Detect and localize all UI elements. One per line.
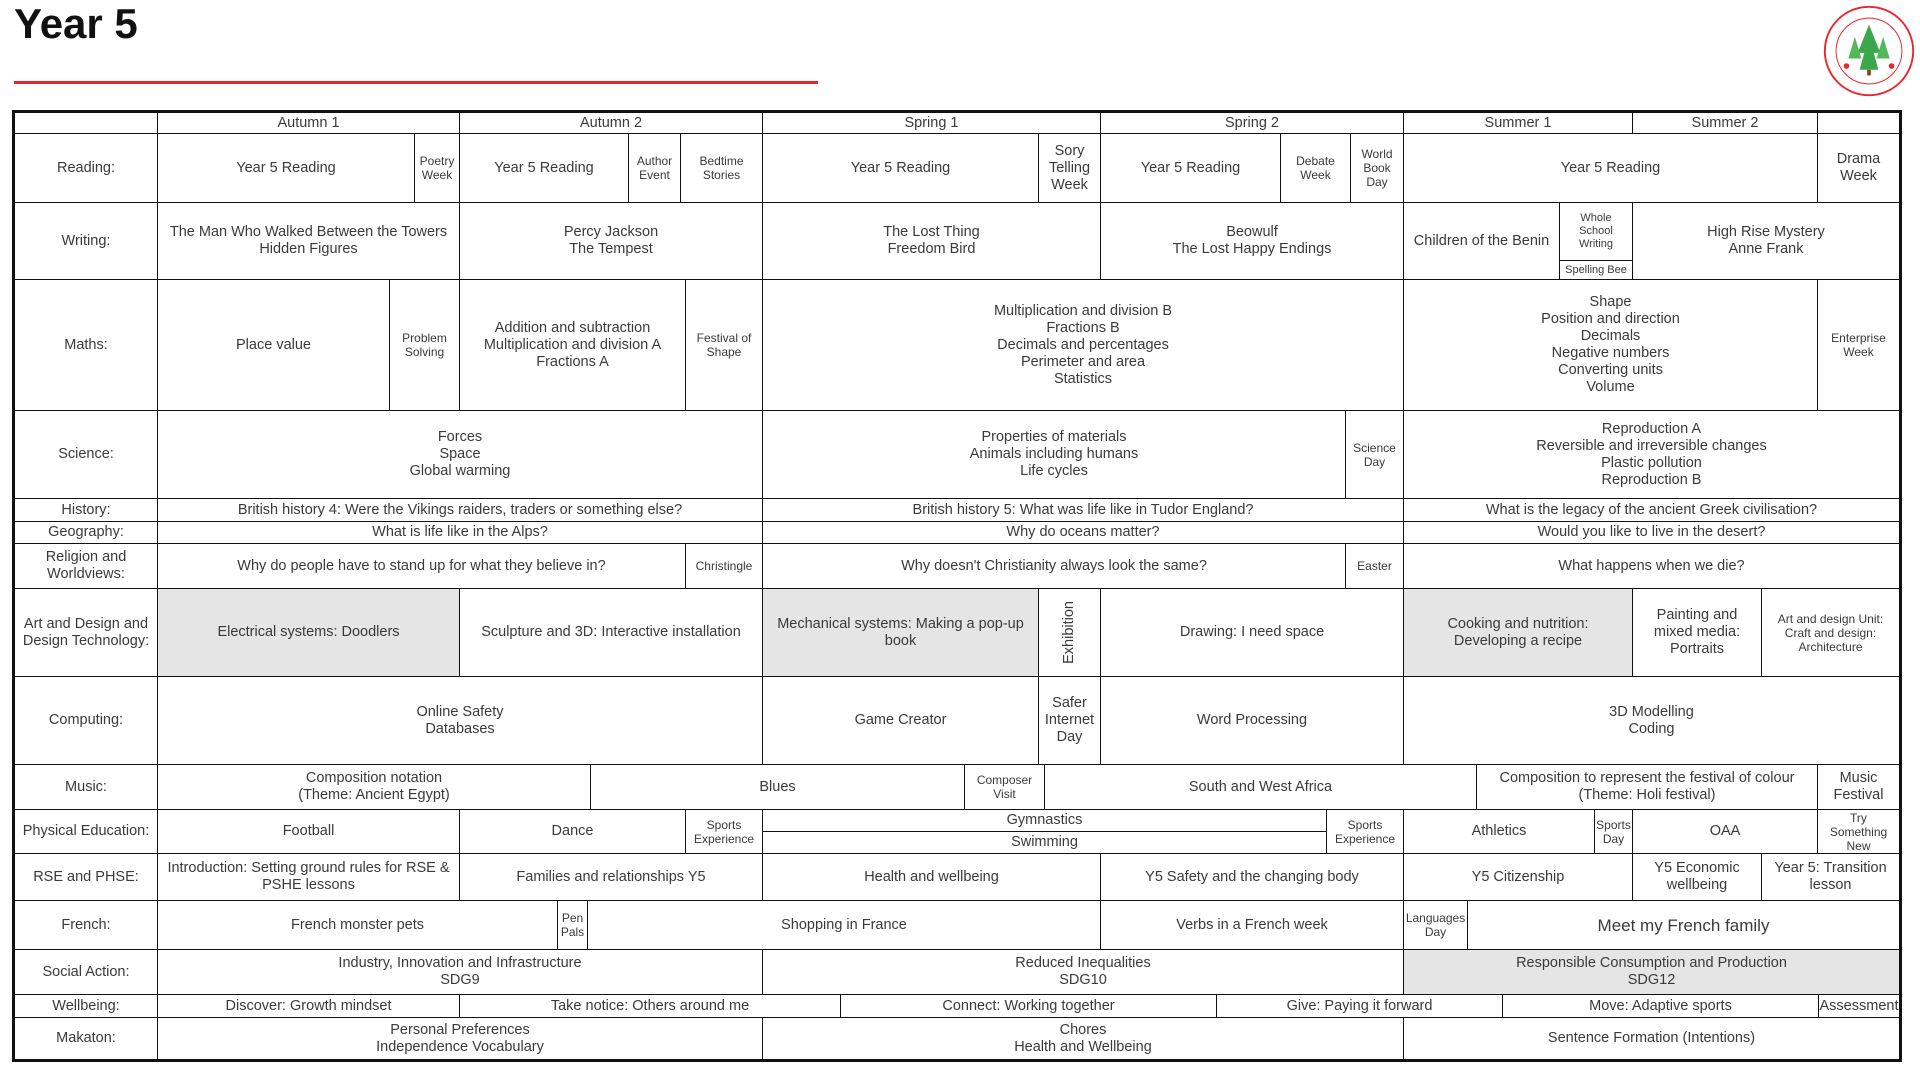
makaton-spring: Chores Health and Wellbeing bbox=[763, 1018, 1404, 1059]
header-corner bbox=[15, 113, 158, 134]
music-blues: Blues bbox=[591, 765, 965, 810]
rse-citizenship: Y5 Citizenship bbox=[1404, 854, 1633, 901]
social-autumn: Industry, Innovation and Infrastructure SDG9 bbox=[158, 950, 763, 995]
wellbeing-assessment: Assessment bbox=[1819, 995, 1899, 1018]
row-label-maths: Maths: bbox=[15, 280, 158, 411]
music-south-west-africa: South and West Africa bbox=[1045, 765, 1477, 810]
reading-autumn-2: Year 5 Reading bbox=[460, 134, 629, 203]
reading-autumn-1: Year 5 Reading bbox=[158, 134, 415, 203]
row-label-wellbeing: Wellbeing: bbox=[15, 995, 158, 1018]
reading-bedtime-stories: Bedtime Stories bbox=[681, 134, 763, 203]
re-christingle: Christingle bbox=[686, 544, 763, 589]
row-label-science: Science: bbox=[15, 411, 158, 499]
social-summer: Responsible Consumption and Production SDG12 bbox=[1404, 950, 1899, 995]
geography-autumn: What is life like in the Alps? bbox=[158, 522, 763, 544]
page-title: Year 5 bbox=[14, 0, 138, 47]
writing-spelling-bee: Spelling Bee bbox=[1560, 261, 1633, 280]
art-architecture: Art and design Unit: Craft and design: Architecture bbox=[1762, 589, 1899, 677]
reading-spring-2: Year 5 Reading bbox=[1101, 134, 1281, 203]
header-autumn-2: Autumn 2 bbox=[460, 113, 763, 134]
pe-swimming: Swimming bbox=[763, 832, 1327, 854]
science-day: Science Day bbox=[1346, 411, 1404, 499]
makaton-autumn: Personal Preferences Independence Vocabulary bbox=[158, 1018, 763, 1059]
computing-safer-internet-day: Safer Internet Day bbox=[1039, 677, 1101, 765]
art-spring-2: Drawing: I need space bbox=[1101, 589, 1404, 677]
pe-oaa: OAA bbox=[1633, 810, 1818, 854]
row-label-french: French: bbox=[15, 901, 158, 950]
reading-summer: Year 5 Reading bbox=[1404, 134, 1818, 203]
writing-summer-2: High Rise Mystery Anne Frank bbox=[1633, 203, 1899, 280]
art-exhibition: Exhibition bbox=[1061, 601, 1077, 664]
wellbeing-take-notice: Take notice: Others around me bbox=[460, 995, 841, 1018]
row-label-music: Music: bbox=[15, 765, 158, 810]
pe-sports-day: Sports Day bbox=[1595, 810, 1633, 854]
maths-problem-solving: Problem Solving bbox=[390, 280, 460, 411]
writing-whole-school: Whole School Writing bbox=[1560, 203, 1633, 261]
french-monster-pets: French monster pets bbox=[158, 901, 558, 950]
history-autumn: British history 4: Were the Vikings raiders, traders or something else? bbox=[158, 499, 763, 522]
french-verbs: Verbs in a French week bbox=[1101, 901, 1404, 950]
rse-transition-lesson: Year 5: Transition lesson bbox=[1762, 854, 1899, 901]
history-summer: What is the legacy of the ancient Greek civilisation? bbox=[1404, 499, 1899, 522]
art-spring-1: Mechanical systems: Making a pop-up book bbox=[763, 589, 1039, 677]
pe-sports-experience-spring: Sports Experience bbox=[1327, 810, 1404, 854]
computing-autumn: Online Safety Databases bbox=[158, 677, 763, 765]
re-spring: Why doesn't Christianity always look the same? bbox=[763, 544, 1346, 589]
re-autumn: Why do people have to stand up for what they believe in? bbox=[158, 544, 686, 589]
makaton-summer: Sentence Formation (Intentions) bbox=[1547, 1030, 1756, 1046]
rse-safety-changing-body: Y5 Safety and the changing body bbox=[1101, 854, 1404, 901]
writing-summer-1: Children of the Benin bbox=[1404, 203, 1560, 280]
pe-dance: Dance bbox=[460, 810, 686, 854]
art-autumn-1: Electrical systems: Doodlers bbox=[158, 589, 460, 677]
row-label-computing: Computing: bbox=[15, 677, 158, 765]
header-summer-2: Summer 2 bbox=[1633, 113, 1818, 134]
science-summer: Reproduction A Reversible and irreversible changes Plastic pollution Reproduction B bbox=[1404, 411, 1899, 499]
maths-autumn-2: Addition and subtraction Multiplication and division A Fractions A bbox=[460, 280, 686, 411]
french-languages-day: Languages Day bbox=[1404, 901, 1468, 950]
reading-author-event: Author Event bbox=[629, 134, 681, 203]
french-family: Meet my French family bbox=[1468, 901, 1899, 950]
pe-football: Football bbox=[158, 810, 460, 854]
reading-drama-week: Drama Week bbox=[1818, 134, 1899, 203]
writing-autumn-1: The Man Who Walked Between the Towers Hidden Figures bbox=[158, 203, 460, 280]
geography-spring: Why do oceans matter? bbox=[763, 522, 1404, 544]
pe-try-something-new: Try Something New bbox=[1818, 810, 1899, 854]
curriculum-grid bbox=[12, 110, 1902, 1062]
rse-economic-wellbeing: Y5 Economic wellbeing bbox=[1633, 854, 1762, 901]
header-spring-2: Spring 2 bbox=[1101, 113, 1404, 134]
writing-spring-1: The Lost Thing Freedom Bird bbox=[763, 203, 1101, 280]
music-composition-holi: Composition to represent the festival of colour (Theme: Holi festival) bbox=[1477, 765, 1818, 810]
row-label-rse: RSE and PHSE: bbox=[15, 854, 158, 901]
wellbeing-give: Give: Paying it forward bbox=[1217, 995, 1503, 1018]
music-composer-visit: Composer Visit bbox=[965, 765, 1045, 810]
row-label-writing: Writing: bbox=[15, 203, 158, 280]
wellbeing-connect: Connect: Working together bbox=[841, 995, 1217, 1018]
header-summer-1: Summer 1 bbox=[1404, 113, 1633, 134]
art-autumn-2: Sculpture and 3D: Interactive installation bbox=[460, 589, 763, 677]
social-spring: Reduced Inequalities SDG10 bbox=[763, 950, 1404, 995]
reading-debate-week: Debate Week bbox=[1281, 134, 1351, 203]
row-label-reading: Reading: bbox=[15, 134, 158, 203]
pe-sports-experience-autumn: Sports Experience bbox=[686, 810, 763, 854]
header-autumn-1: Autumn 1 bbox=[158, 113, 460, 134]
french-pen-pals: Pen Pals bbox=[558, 901, 588, 950]
art-summer-1: Cooking and nutrition: Developing a recipe bbox=[1404, 589, 1633, 677]
french-shopping: Shopping in France bbox=[588, 901, 1101, 950]
title-underline bbox=[14, 81, 818, 84]
computing-summer: 3D Modelling Coding bbox=[1404, 677, 1899, 765]
reading-world-book-day: World Book Day bbox=[1351, 134, 1404, 203]
header-spring-1: Spring 1 bbox=[763, 113, 1101, 134]
pe-gymnastics: Gymnastics bbox=[763, 810, 1327, 832]
rse-introduction: Introduction: Setting ground rules for RSE & PSHE lessons bbox=[158, 854, 460, 901]
computing-spring-2: Word Processing bbox=[1101, 677, 1404, 765]
music-festival: Music Festival bbox=[1818, 765, 1899, 810]
art-exhibition-cell bbox=[1039, 589, 1101, 677]
music-composition-egypt: Composition notation (Theme: Ancient Egypt) bbox=[158, 765, 591, 810]
pe-athletics: Athletics bbox=[1404, 810, 1595, 854]
maths-festival-of-shape: Festival of Shape bbox=[686, 280, 763, 411]
reading-story-telling-week: Sory Telling Week bbox=[1039, 134, 1101, 203]
row-label-social-action: Social Action: bbox=[15, 950, 158, 995]
wellbeing-move: Move: Adaptive sports bbox=[1503, 995, 1819, 1018]
art-summer-2: Painting and mixed media: Portraits bbox=[1633, 589, 1762, 677]
computing-spring-1: Game Creator bbox=[763, 677, 1039, 765]
re-easter: Easter bbox=[1346, 544, 1404, 589]
wellbeing-discover: Discover: Growth mindset bbox=[158, 995, 460, 1018]
rse-health-wellbeing: Health and wellbeing bbox=[763, 854, 1101, 901]
reading-spring-1: Year 5 Reading bbox=[763, 134, 1039, 203]
maths-enterprise-week: Enterprise Week bbox=[1818, 280, 1899, 411]
maths-spring: Multiplication and division B Fractions B Decimals and percentages Perimeter and area Statistics bbox=[763, 280, 1404, 411]
maths-place-value: Place value bbox=[158, 280, 390, 411]
maths-summer: Shape Position and direction Decimals Negative numbers Converting units Volume bbox=[1404, 280, 1818, 411]
science-spring: Properties of materials Animals including humans Life cycles bbox=[763, 411, 1346, 499]
history-spring: British history 5: What was life like in Tudor England? bbox=[763, 499, 1404, 522]
row-label-religion: Religion and Worldviews: bbox=[15, 544, 158, 589]
row-label-pe: Physical Education: bbox=[15, 810, 158, 854]
row-label-art-dt: Art and Design and Design Technology: bbox=[15, 589, 158, 677]
school-logo bbox=[1822, 4, 1916, 98]
header-extra bbox=[1818, 113, 1899, 134]
writing-autumn-2: Percy Jackson The Tempest bbox=[460, 203, 763, 280]
re-summer: What happens when we die? bbox=[1404, 544, 1899, 589]
row-label-makaton: Makaton: bbox=[15, 1018, 158, 1059]
geography-summer: Would you like to live in the desert? bbox=[1404, 522, 1899, 544]
row-label-history: History: bbox=[15, 499, 158, 522]
writing-spring-2: Beowulf The Lost Happy Endings bbox=[1101, 203, 1404, 280]
science-autumn: Forces Space Global warming bbox=[158, 411, 763, 499]
rse-families: Families and relationships Y5 bbox=[460, 854, 763, 901]
row-label-geography: Geography: bbox=[15, 522, 158, 544]
reading-poetry-week: Poetry Week bbox=[415, 134, 460, 203]
